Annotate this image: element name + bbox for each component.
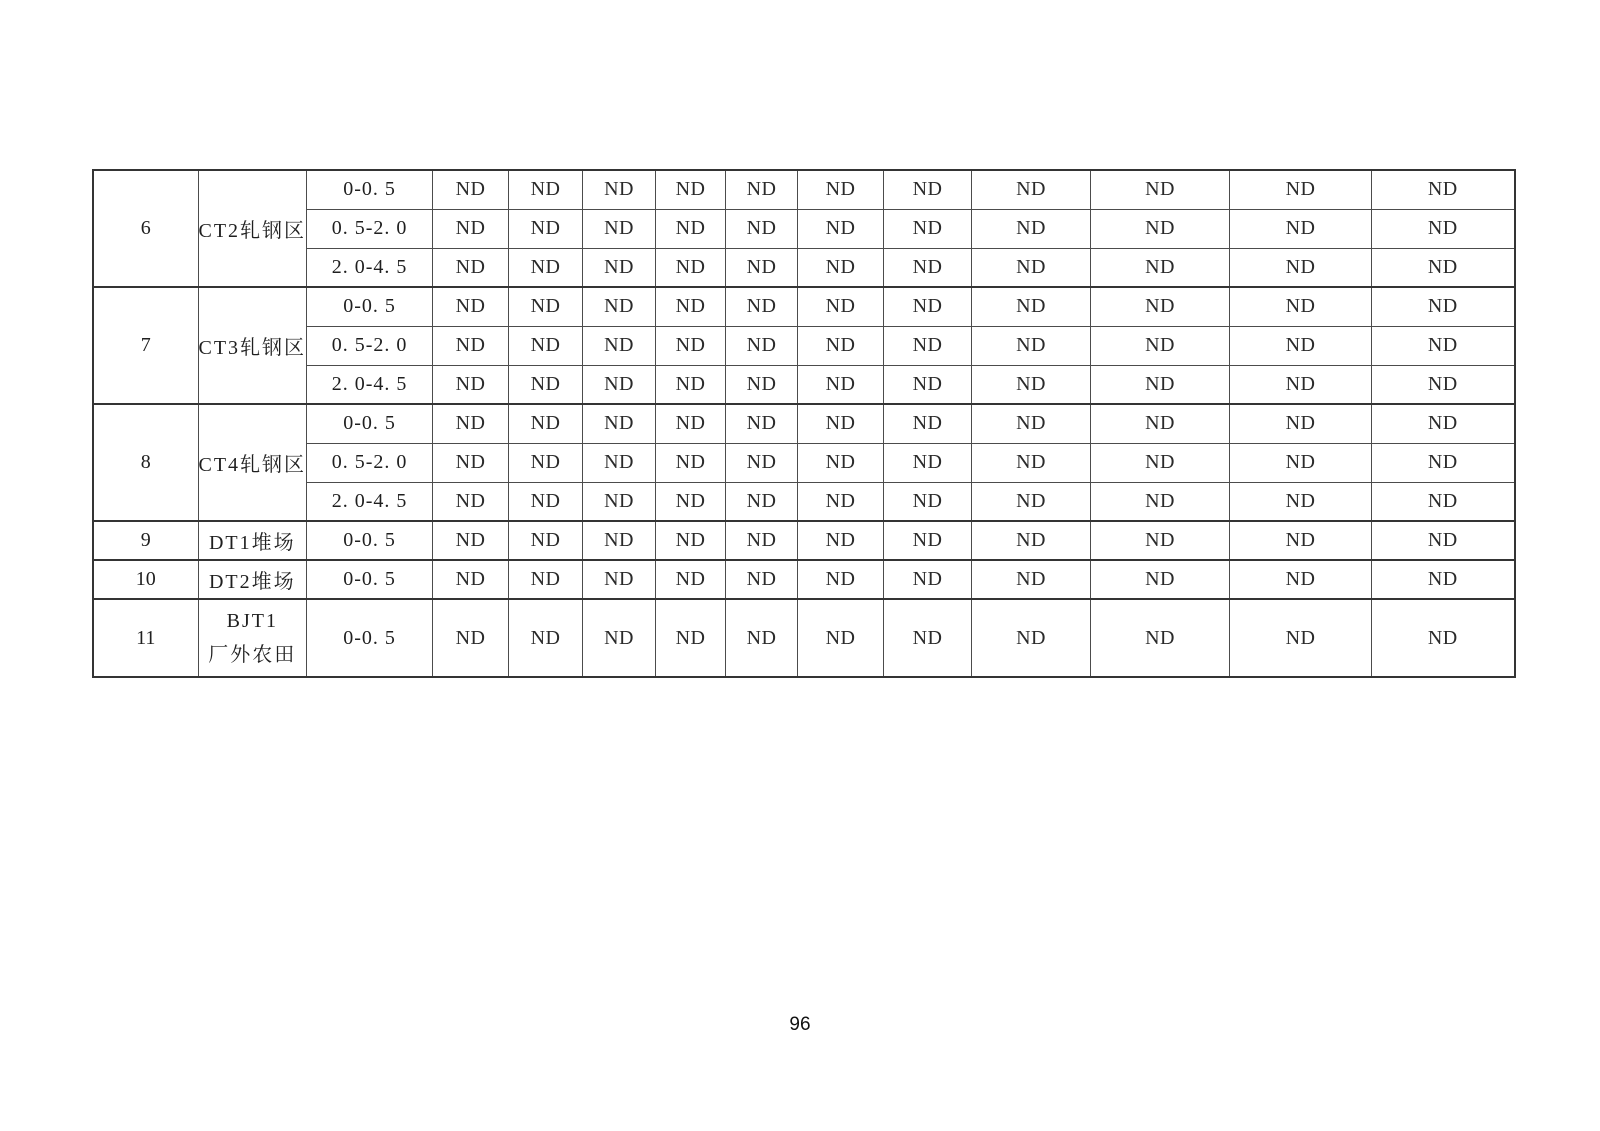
- result-value-cell: ND: [1091, 170, 1230, 209]
- result-value-cell: ND: [1372, 209, 1515, 248]
- result-value-cell: ND: [1091, 443, 1230, 482]
- result-value-cell: ND: [726, 248, 798, 287]
- result-value-cell: ND: [509, 287, 583, 326]
- result-value-cell: ND: [726, 326, 798, 365]
- depth-range-cell: 0-0. 5: [307, 521, 433, 560]
- result-value-cell: ND: [656, 599, 726, 677]
- result-value-cell: ND: [433, 482, 509, 521]
- result-value-cell: ND: [583, 287, 656, 326]
- result-value-cell: ND: [509, 521, 583, 560]
- depth-range-cell: 0. 5-2. 0: [307, 326, 433, 365]
- result-value-cell: ND: [972, 287, 1091, 326]
- location-cell: CT2轧钢区: [198, 170, 307, 287]
- page-number: 96: [789, 1014, 811, 1035]
- location-cell: CT4轧钢区: [198, 404, 307, 521]
- result-value-cell: ND: [583, 521, 656, 560]
- result-value-cell: ND: [884, 599, 972, 677]
- result-value-cell: ND: [1230, 326, 1372, 365]
- location-cell: DT2堆场: [198, 560, 307, 599]
- result-value-cell: ND: [1372, 599, 1515, 677]
- table-row: [93, 443, 1515, 482]
- result-value-cell: ND: [1230, 443, 1372, 482]
- result-value-cell: ND: [583, 443, 656, 482]
- result-value-cell: ND: [656, 209, 726, 248]
- result-value-cell: ND: [1230, 170, 1372, 209]
- result-value-cell: ND: [1091, 482, 1230, 521]
- table-row: [93, 560, 1515, 599]
- result-value-cell: ND: [884, 404, 972, 443]
- result-value-cell: ND: [1230, 599, 1372, 677]
- result-value-cell: ND: [583, 599, 656, 677]
- result-value-cell: ND: [509, 560, 583, 599]
- result-value-cell: ND: [583, 404, 656, 443]
- result-value-cell: ND: [726, 443, 798, 482]
- result-value-cell: ND: [1091, 287, 1230, 326]
- result-value-cell: ND: [1230, 560, 1372, 599]
- table-row: [93, 599, 1515, 677]
- result-value-cell: ND: [1372, 404, 1515, 443]
- result-value-cell: ND: [433, 560, 509, 599]
- result-value-cell: ND: [798, 365, 884, 404]
- location-line: BJT1: [226, 610, 278, 632]
- depth-range-cell: 0-0. 5: [307, 599, 433, 677]
- result-value-cell: ND: [798, 326, 884, 365]
- result-value-cell: ND: [726, 560, 798, 599]
- result-value-cell: ND: [656, 326, 726, 365]
- result-value-cell: ND: [656, 443, 726, 482]
- result-value-cell: ND: [1230, 287, 1372, 326]
- result-value-cell: ND: [433, 326, 509, 365]
- result-value-cell: ND: [1091, 248, 1230, 287]
- result-value-cell: ND: [656, 365, 726, 404]
- row-number-cell: 7: [93, 287, 198, 404]
- result-value-cell: ND: [972, 560, 1091, 599]
- depth-range-cell: 0-0. 5: [307, 404, 433, 443]
- result-value-cell: ND: [798, 482, 884, 521]
- result-value-cell: ND: [726, 365, 798, 404]
- result-value-cell: ND: [1091, 521, 1230, 560]
- result-value-cell: ND: [884, 482, 972, 521]
- result-value-cell: ND: [798, 248, 884, 287]
- result-value-cell: ND: [884, 248, 972, 287]
- result-value-cell: ND: [726, 404, 798, 443]
- result-value-cell: ND: [1230, 521, 1372, 560]
- depth-range-cell: 2. 0-4. 5: [307, 482, 433, 521]
- soil-sample-results-table: [92, 169, 1516, 678]
- table-body: [93, 170, 1515, 677]
- result-value-cell: ND: [509, 209, 583, 248]
- result-value-cell: ND: [656, 404, 726, 443]
- result-value-cell: ND: [509, 248, 583, 287]
- result-value-cell: ND: [884, 560, 972, 599]
- result-value-cell: ND: [1372, 443, 1515, 482]
- result-value-cell: ND: [433, 365, 509, 404]
- location-cell: DT1堆场: [198, 521, 307, 560]
- result-value-cell: ND: [884, 287, 972, 326]
- result-value-cell: ND: [509, 482, 583, 521]
- result-value-cell: ND: [509, 599, 583, 677]
- result-value-cell: ND: [656, 560, 726, 599]
- depth-range-cell: 0. 5-2. 0: [307, 209, 433, 248]
- table-row: [93, 170, 1515, 209]
- result-value-cell: ND: [884, 365, 972, 404]
- result-value-cell: ND: [509, 326, 583, 365]
- result-value-cell: ND: [1372, 248, 1515, 287]
- result-value-cell: ND: [1091, 599, 1230, 677]
- result-value-cell: ND: [798, 599, 884, 677]
- result-value-cell: ND: [433, 170, 509, 209]
- row-number-cell: 10: [93, 560, 198, 599]
- table-row: [93, 287, 1515, 326]
- depth-range-cell: 0. 5-2. 0: [307, 443, 433, 482]
- result-value-cell: ND: [972, 482, 1091, 521]
- result-value-cell: ND: [433, 248, 509, 287]
- result-value-cell: ND: [972, 404, 1091, 443]
- result-value-cell: ND: [433, 404, 509, 443]
- table-row: [93, 521, 1515, 560]
- result-value-cell: ND: [1091, 326, 1230, 365]
- result-value-cell: ND: [1091, 209, 1230, 248]
- result-value-cell: ND: [656, 170, 726, 209]
- result-value-cell: ND: [656, 482, 726, 521]
- row-number-cell: 9: [93, 521, 198, 560]
- result-value-cell: ND: [1372, 560, 1515, 599]
- result-value-cell: ND: [1372, 365, 1515, 404]
- result-value-cell: ND: [798, 443, 884, 482]
- result-value-cell: ND: [1230, 404, 1372, 443]
- result-value-cell: ND: [656, 521, 726, 560]
- result-value-cell: ND: [726, 287, 798, 326]
- depth-range-cell: 2. 0-4. 5: [307, 248, 433, 287]
- result-value-cell: ND: [1230, 248, 1372, 287]
- result-value-cell: ND: [509, 365, 583, 404]
- table-row: [93, 209, 1515, 248]
- result-value-cell: ND: [972, 170, 1091, 209]
- result-value-cell: ND: [583, 209, 656, 248]
- result-value-cell: ND: [972, 248, 1091, 287]
- row-number-cell: 8: [93, 404, 198, 521]
- result-value-cell: ND: [972, 209, 1091, 248]
- result-value-cell: ND: [884, 326, 972, 365]
- location-cell: [198, 599, 307, 677]
- result-value-cell: ND: [798, 170, 884, 209]
- row-number-cell: 6: [93, 170, 198, 287]
- result-value-cell: ND: [509, 404, 583, 443]
- result-value-cell: ND: [583, 170, 656, 209]
- result-value-cell: ND: [1091, 404, 1230, 443]
- result-value-cell: ND: [583, 560, 656, 599]
- depth-range-cell: 0-0. 5: [307, 287, 433, 326]
- result-value-cell: ND: [884, 521, 972, 560]
- result-value-cell: ND: [726, 170, 798, 209]
- result-value-cell: ND: [1091, 560, 1230, 599]
- result-value-cell: ND: [433, 521, 509, 560]
- result-value-cell: ND: [726, 209, 798, 248]
- result-value-cell: ND: [726, 482, 798, 521]
- result-value-cell: ND: [1091, 365, 1230, 404]
- result-value-cell: ND: [726, 599, 798, 677]
- result-value-cell: ND: [1372, 326, 1515, 365]
- row-number-cell: 11: [93, 599, 198, 677]
- result-value-cell: ND: [433, 599, 509, 677]
- result-value-cell: ND: [433, 209, 509, 248]
- result-value-cell: ND: [509, 170, 583, 209]
- result-value-cell: ND: [656, 248, 726, 287]
- result-value-cell: ND: [1372, 170, 1515, 209]
- result-value-cell: ND: [1372, 521, 1515, 560]
- result-value-cell: ND: [433, 287, 509, 326]
- result-value-cell: ND: [798, 521, 884, 560]
- table-row: [93, 482, 1515, 521]
- depth-range-cell: 2. 0-4. 5: [307, 365, 433, 404]
- result-value-cell: ND: [1230, 365, 1372, 404]
- table-row: [93, 326, 1515, 365]
- result-value-cell: ND: [798, 209, 884, 248]
- result-value-cell: ND: [798, 560, 884, 599]
- location-line: 厂外农田: [208, 644, 297, 666]
- result-value-cell: ND: [972, 599, 1091, 677]
- result-value-cell: ND: [583, 482, 656, 521]
- result-value-cell: ND: [972, 326, 1091, 365]
- result-value-cell: ND: [884, 170, 972, 209]
- result-value-cell: ND: [583, 326, 656, 365]
- table-row: [93, 365, 1515, 404]
- result-value-cell: ND: [1230, 482, 1372, 521]
- result-value-cell: ND: [583, 365, 656, 404]
- result-value-cell: ND: [1372, 482, 1515, 521]
- result-value-cell: ND: [884, 443, 972, 482]
- result-value-cell: ND: [1372, 287, 1515, 326]
- result-value-cell: ND: [433, 443, 509, 482]
- result-value-cell: ND: [884, 209, 972, 248]
- result-value-cell: ND: [1230, 209, 1372, 248]
- result-value-cell: ND: [972, 521, 1091, 560]
- table-row: [93, 404, 1515, 443]
- result-value-cell: ND: [972, 443, 1091, 482]
- result-value-cell: ND: [972, 365, 1091, 404]
- table-row: [93, 248, 1515, 287]
- result-value-cell: ND: [798, 287, 884, 326]
- result-value-cell: ND: [583, 248, 656, 287]
- result-value-cell: ND: [726, 521, 798, 560]
- location-cell: CT3轧钢区: [198, 287, 307, 404]
- result-value-cell: ND: [798, 404, 884, 443]
- result-value-cell: ND: [656, 287, 726, 326]
- result-value-cell: ND: [509, 443, 583, 482]
- depth-range-cell: 0-0. 5: [307, 170, 433, 209]
- depth-range-cell: 0-0. 5: [307, 560, 433, 599]
